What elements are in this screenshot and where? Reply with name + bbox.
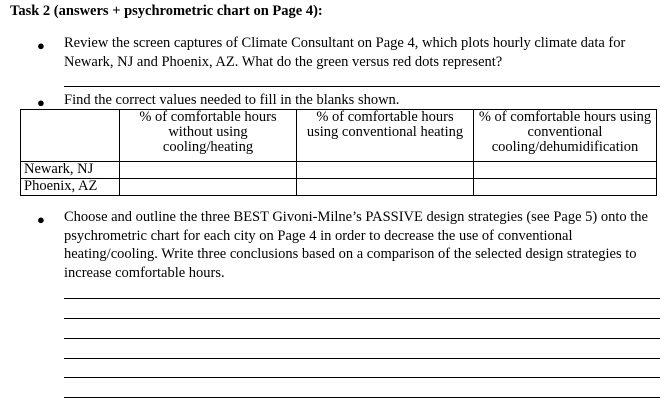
bullet-3-marker: ●	[37, 212, 45, 227]
table-header-heating: % of comfortable hours using conventional heating	[297, 110, 474, 162]
cell-phoenix-cooling[interactable]	[474, 179, 657, 196]
bullet-2-text: Find the correct values needed to fill in the blanks shown.	[64, 92, 400, 108]
answer-line-1[interactable]	[64, 86, 660, 87]
table-header-cooling: % of comfortable hours using conventional cooling/dehumidification	[474, 110, 657, 162]
bullet-3-text: Choose and outline the three BEST Givoni-Milne’s PASSIVE design strategies (see Page 5) onto the psychrometric chart for each city on Page 4 in order to decrease the use of conventional heating/cooling. Write three conclusions based on a comparison of the selected design strategies to increase comfortable hours.	[64, 209, 648, 281]
cell-newark-without[interactable]	[120, 162, 297, 179]
table-header-empty	[21, 110, 120, 162]
cell-newark-cooling[interactable]	[474, 162, 657, 179]
answer-line-4[interactable]	[64, 338, 660, 339]
bullet-2-marker: ●	[37, 95, 45, 110]
cell-newark-heating[interactable]	[297, 162, 474, 179]
answer-line-6[interactable]	[64, 377, 660, 378]
table-row-phoenix	[21, 179, 657, 196]
bullet-1-text: Review the screen captures of Climate Consultant on Page 4, which plots hourly climate data for Newark, NJ and Phoenix, AZ. What do the green versus red dots represent?	[64, 35, 626, 70]
comfort-hours-table	[20, 109, 657, 196]
task-title: Task 2 (answers + psychrometric chart on Page 4):	[10, 3, 323, 19]
cell-phoenix-heating[interactable]	[297, 179, 474, 196]
answer-line-3[interactable]	[64, 318, 660, 319]
table-header-without: % of comfortable hours without using cooling/heating	[120, 110, 297, 162]
answer-line-7[interactable]	[64, 397, 660, 398]
table-row-newark	[21, 162, 657, 179]
row-label-phoenix: Phoenix, AZ	[21, 179, 120, 196]
answer-line-5[interactable]	[64, 358, 660, 359]
answer-line-2[interactable]	[64, 298, 660, 299]
cell-phoenix-without[interactable]	[120, 179, 297, 196]
row-label-newark: Newark, NJ	[21, 162, 120, 179]
bullet-1-marker: ●	[37, 38, 45, 53]
